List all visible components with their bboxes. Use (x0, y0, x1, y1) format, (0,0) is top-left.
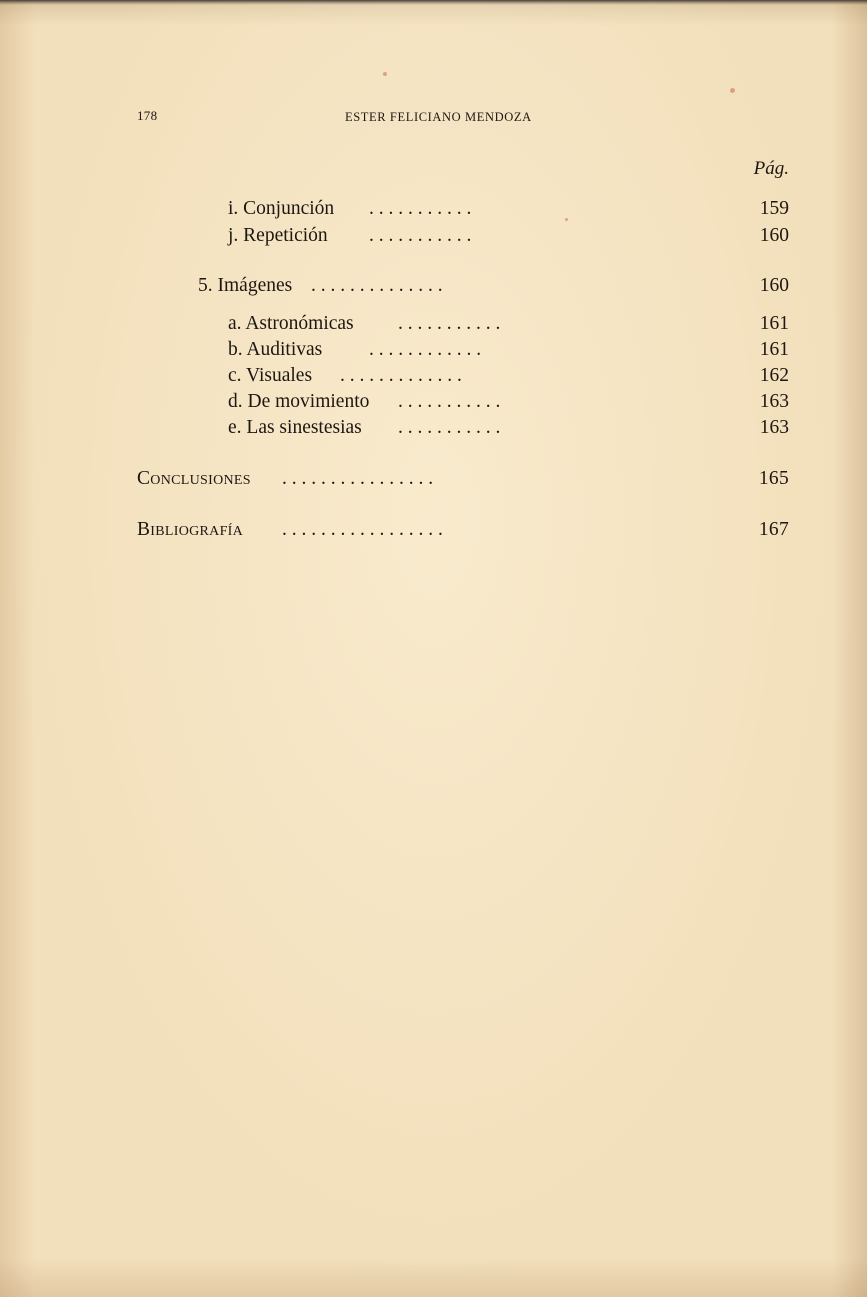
dot-leader: . . . . . . . . . . . (369, 198, 472, 219)
toc-entry (228, 415, 789, 441)
toc-entry-label: a. Astronómicas (228, 313, 354, 334)
page-number: 178 (137, 108, 158, 123)
dot-leader: . . . . . . . . . . . . . . (311, 275, 443, 296)
running-title: ESTER FELICIANO MENDOZA (345, 110, 532, 124)
toc-entry-page: 165 (758, 468, 789, 489)
toc-entry-label: Conclusiones (137, 468, 251, 489)
dot-leader: . . . . . . . . . . . (398, 417, 501, 438)
toc-entry-page: 159 (759, 198, 789, 219)
toc-entry-page: 162 (759, 365, 789, 386)
toc-entry-page: 161 (759, 339, 789, 360)
toc-entry-label: Bibliografía (137, 519, 244, 540)
dot-leader: . . . . . . . . . . . (369, 225, 472, 246)
dot-leader: . . . . . . . . . . . . (369, 339, 482, 360)
toc-entry-page: 161 (759, 313, 789, 334)
dot-leader: . . . . . . . . . . . (398, 313, 501, 334)
toc-entry-page: 160 (759, 225, 789, 246)
toc-entry-page: 160 (759, 275, 789, 296)
toc-entry-label: d. De movimiento (228, 391, 370, 412)
toc-entry-label: e. Las sinestesias (228, 417, 362, 438)
toc-entry-label: i. Conjunción (228, 198, 335, 219)
toc-entry-page: 163 (759, 417, 789, 438)
toc-entry (228, 363, 789, 389)
toc-entry (228, 389, 789, 415)
toc-entry-label: 5. Imágenes (198, 275, 293, 296)
dot-leader: . . . . . . . . . . . . . (340, 365, 462, 386)
toc-entry (228, 337, 789, 363)
dot-leader: . . . . . . . . . . . (398, 391, 501, 412)
running-head (137, 108, 787, 128)
page-column-label: Pág. (753, 158, 789, 179)
toc-entry-label: c. Visuales (228, 365, 313, 386)
toc-entry-label: j. Repetición (228, 225, 328, 246)
toc-entry-page: 163 (759, 391, 789, 412)
paper-speck (383, 72, 387, 76)
page-top-edge (0, 0, 867, 5)
dot-leader: . . . . . . . . . . . . . . . . . (282, 519, 443, 540)
toc-entry (228, 311, 789, 337)
toc-entry-page: 167 (758, 519, 789, 540)
toc-entry (198, 273, 789, 299)
toc-entry (137, 466, 789, 492)
toc-entry (228, 196, 789, 222)
toc-entry (228, 223, 789, 249)
paper-speck (730, 88, 735, 93)
dot-leader: . . . . . . . . . . . . . . . . (282, 468, 434, 489)
toc-entry (137, 517, 789, 543)
toc-entry-label: b. Auditivas (228, 339, 323, 360)
